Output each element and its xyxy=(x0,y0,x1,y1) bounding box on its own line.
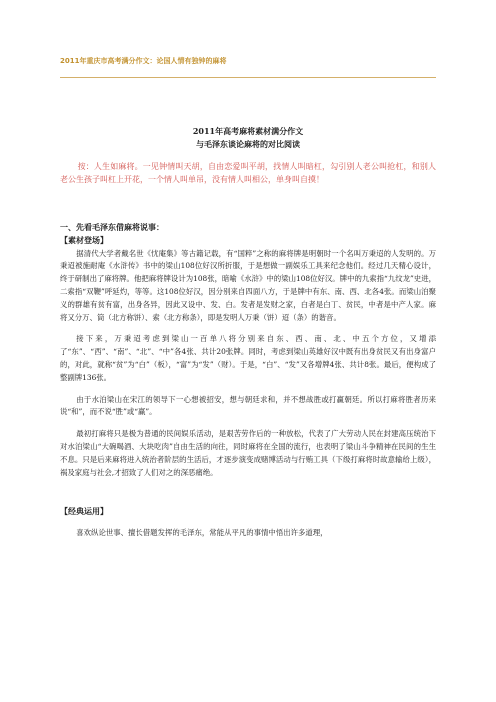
title-line-2: 与毛泽东谈论麻将的对比阅读 xyxy=(196,139,300,149)
body-paragraph: 接下来，万秉迢考虑到梁山一百单八将分别来自东、西、南、北、中五个方位，又增添了“东”、“西”、“南”、“北”、“中”各4张、共计20张牌。同时，考虑到梁山英雄好汉中既有出身贫民又有出身富户的，对此，就称“贫”为“白”（板），“富”为“发”（财）。于是，“白”、“发”又各增牌4张、共计8张。最后，便构成了整副牌136张。 xyxy=(60,334,436,382)
body-paragraph: 最初打麻将只是极为普通的民间娱乐活动，是艰苦劳作后的一种放松，代表了广大劳动人民在封建高压统治下对水泊梁山“大碗喝酒、大块吃肉”自由生活的向往，同时麻将在全国的流行，也表明了梁山斗争精神在民间的生生不息。只是后来麻将进入统治者阶层的生活后，才逐步演变成赌博活动与行贿工具（下级打麻将时故意输给上级），祸及家庭与社会,才招致了人们对之的深恶痛绝。 xyxy=(60,429,436,477)
header-divider xyxy=(60,77,436,78)
body-paragraph: 喜欢纵论世事、擅长借题发挥的毛泽东，常能从平凡的事情中悟出许多道理， xyxy=(76,528,328,538)
intro-note: 按：人生如麻将。一见钟情叫天胡，自由恋爱叫平胡，找情人叫暗杠，勾引别人老公叫抢杠，和别人老公生孩子叫杠上开花，一个情人叫单吊，没有情人叫相公，单身叫自摸！ xyxy=(60,162,436,184)
section-heading: 一、先看毛泽东借麻将说事： xyxy=(60,222,164,232)
document-body xyxy=(60,221,436,549)
document-header: 2011年重庆市高考满分作文：论国人情有独钟的麻将 xyxy=(60,57,227,65)
document-title xyxy=(60,125,436,151)
section-tag-material: 【素材登场】 xyxy=(60,234,108,245)
title-line-1: 2011年高考麻将素材满分作文 xyxy=(192,126,304,136)
body-paragraph: 由于水泊梁山在宋江的领导下一心想被招安，想与朝廷求和，并不想战胜或打赢朝廷。所以打麻将胜者历来说“和”，而不说“胜”或“赢”。 xyxy=(60,394,436,417)
body-paragraph: 据清代大学者戴名世《忧庵集》等古籍记载，有“国粹”之称的麻将牌是明朝时一个名叫万秉迢的人发明的。万秉迢被施耐庵《水浒传》书中的梁山108位好汉所折服，于是想做一副娱乐工具来纪念他们。经过几天精心设计，终于研制出了麻将牌。他把麻将牌设计为108张，暗喻《水浒》中的梁山108位好汉。牌中的九索指“九纹龙”史进，二索指“双鞭”呼延灼，等等。这108位好汉，因分别来自四面八方，于是牌中有东、南、西、北各4张。而梁山泊聚义的群雄有贫有富，出身各异，因此又设中、发、白。发者是发财之家，白者是白丁、贫民，中者是中产人家。麻将又分万、筒（北方称饼）、索（北方称条），即是发明人万秉（饼）迢（条）的谐音。 xyxy=(60,248,436,322)
section-tag-classic-use: 【经典运用】 xyxy=(60,506,108,517)
